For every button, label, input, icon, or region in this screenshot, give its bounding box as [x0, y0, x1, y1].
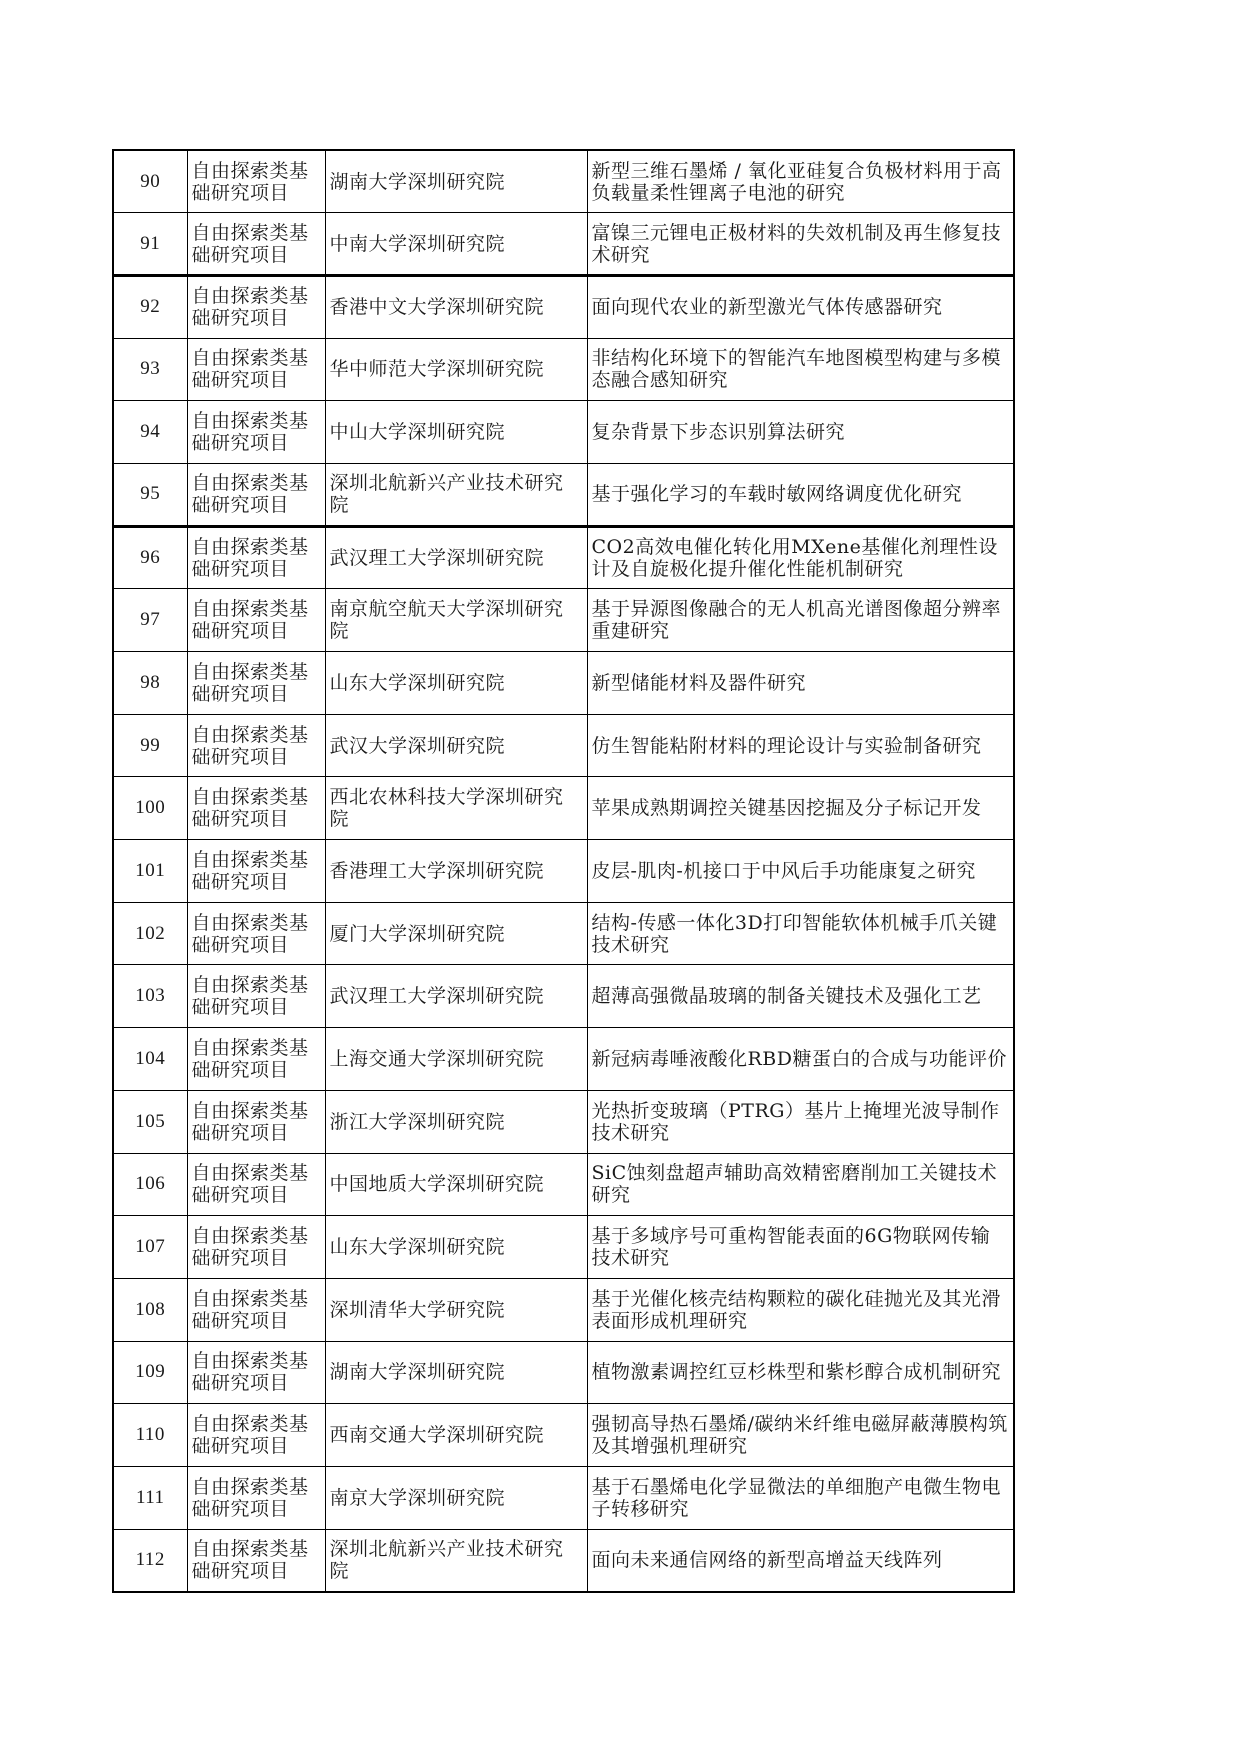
project-type-cell: 自由探索类基础研究项目 — [187, 1153, 325, 1216]
table-row — [113, 652, 1014, 715]
row-number-cell: 106 — [113, 1153, 187, 1216]
project-title-cell: 基于石墨烯电化学显微法的单细胞产电微生物电子转移研究 — [587, 1466, 1014, 1529]
table-row — [113, 213, 1014, 276]
project-title-cell: 新冠病毒唾液酸化RBD糖蛋白的合成与功能评价 — [587, 1028, 1014, 1091]
row-number-cell: 102 — [113, 902, 187, 965]
project-type-cell: 自由探索类基础研究项目 — [187, 463, 325, 526]
project-type-cell: 自由探索类基础研究项目 — [187, 902, 325, 965]
institution-cell: 香港理工大学深圳研究院 — [325, 840, 587, 903]
institution-cell: 深圳北航新兴产业技术研究院 — [325, 1529, 587, 1592]
project-title-cell: 面向未来通信网络的新型高增益天线阵列 — [587, 1529, 1014, 1592]
institution-cell: 西南交通大学深圳研究院 — [325, 1404, 587, 1467]
project-type-cell: 自由探索类基础研究项目 — [187, 150, 325, 213]
project-title-cell: 植物激素调控红豆杉株型和紫杉醇合成机制研究 — [587, 1341, 1014, 1404]
row-number-cell: 101 — [113, 840, 187, 903]
project-title-cell: 新型储能材料及器件研究 — [587, 652, 1014, 715]
project-type-cell: 自由探索类基础研究项目 — [187, 1090, 325, 1153]
project-title-cell: 光热折变玻璃（PTRG）基片上掩埋光波导制作技术研究 — [587, 1090, 1014, 1153]
project-title-cell: 皮层-肌肉-机接口于中风后手功能康复之研究 — [587, 840, 1014, 903]
table-row — [113, 1216, 1014, 1279]
row-number-cell: 105 — [113, 1090, 187, 1153]
project-title-cell: 苹果成熟期调控关键基因挖掘及分子标记开发 — [587, 777, 1014, 840]
table-row — [113, 1278, 1014, 1341]
row-number-cell: 112 — [113, 1529, 187, 1592]
project-title-cell: 基于光催化核壳结构颗粒的碳化硅抛光及其光滑表面形成机理研究 — [587, 1278, 1014, 1341]
table-body — [113, 150, 1014, 1592]
table-row — [113, 840, 1014, 903]
project-type-cell: 自由探索类基础研究项目 — [187, 652, 325, 715]
project-type-cell: 自由探索类基础研究项目 — [187, 213, 325, 276]
table-row — [113, 1028, 1014, 1091]
table-row — [113, 777, 1014, 840]
row-number-cell: 104 — [113, 1028, 187, 1091]
table-row — [113, 1153, 1014, 1216]
project-type-cell: 自由探索类基础研究项目 — [187, 338, 325, 401]
project-type-cell: 自由探索类基础研究项目 — [187, 275, 325, 338]
institution-cell: 南京航空航天大学深圳研究院 — [325, 589, 587, 652]
row-number-cell: 95 — [113, 463, 187, 526]
project-type-cell: 自由探索类基础研究项目 — [187, 401, 325, 464]
table-row — [113, 589, 1014, 652]
project-title-cell: 基于强化学习的车载时敏网络调度优化研究 — [587, 463, 1014, 526]
project-type-cell: 自由探索类基础研究项目 — [187, 1216, 325, 1279]
row-number-cell: 98 — [113, 652, 187, 715]
project-title-cell: SiC蚀刻盘超声辅助高效精密磨削加工关键技术研究 — [587, 1153, 1014, 1216]
project-type-cell: 自由探索类基础研究项目 — [187, 965, 325, 1028]
row-number-cell: 99 — [113, 714, 187, 777]
table-row — [113, 1466, 1014, 1529]
project-title-cell: 基于多域序号可重构智能表面的6G物联网传输技术研究 — [587, 1216, 1014, 1279]
project-title-cell: 超薄高强微晶玻璃的制备关键技术及强化工艺 — [587, 965, 1014, 1028]
project-title-cell: 富镍三元锂电正极材料的失效机制及再生修复技术研究 — [587, 213, 1014, 276]
project-type-cell: 自由探索类基础研究项目 — [187, 714, 325, 777]
row-number-cell: 107 — [113, 1216, 187, 1279]
institution-cell: 厦门大学深圳研究院 — [325, 902, 587, 965]
institution-cell: 湖南大学深圳研究院 — [325, 1341, 587, 1404]
table-row — [113, 1404, 1014, 1467]
project-title-cell: 非结构化环境下的智能汽车地图模型构建与多模态融合感知研究 — [587, 338, 1014, 401]
table-row — [113, 1341, 1014, 1404]
project-type-cell: 自由探索类基础研究项目 — [187, 589, 325, 652]
row-number-cell: 93 — [113, 338, 187, 401]
project-type-cell: 自由探索类基础研究项目 — [187, 1341, 325, 1404]
project-type-cell: 自由探索类基础研究项目 — [187, 526, 325, 589]
row-number-cell: 109 — [113, 1341, 187, 1404]
row-number-cell: 110 — [113, 1404, 187, 1467]
institution-cell: 武汉大学深圳研究院 — [325, 714, 587, 777]
project-title-cell: 新型三维石墨烯 / 氧化亚硅复合负极材料用于高负载量柔性锂离子电池的研究 — [587, 150, 1014, 213]
project-title-cell: 仿生智能粘附材料的理论设计与实验制备研究 — [587, 714, 1014, 777]
institution-cell: 山东大学深圳研究院 — [325, 652, 587, 715]
row-number-cell: 96 — [113, 526, 187, 589]
institution-cell: 南京大学深圳研究院 — [325, 1466, 587, 1529]
project-title-cell: CO2高效电催化转化用MXene基催化剂理性设计及自旋极化提升催化性能机制研究 — [587, 526, 1014, 589]
table-row — [113, 150, 1014, 213]
project-title-cell: 结构-传感一体化3D打印智能软体机械手爪关键技术研究 — [587, 902, 1014, 965]
institution-cell: 武汉理工大学深圳研究院 — [325, 526, 587, 589]
institution-cell: 深圳清华大学研究院 — [325, 1278, 587, 1341]
row-number-cell: 92 — [113, 275, 187, 338]
institution-cell: 深圳北航新兴产业技术研究院 — [325, 463, 587, 526]
institution-cell: 西北农林科技大学深圳研究院 — [325, 777, 587, 840]
table-row — [113, 965, 1014, 1028]
table-row — [113, 1090, 1014, 1153]
project-type-cell: 自由探索类基础研究项目 — [187, 777, 325, 840]
institution-cell: 中山大学深圳研究院 — [325, 401, 587, 464]
table-row — [113, 338, 1014, 401]
project-type-cell: 自由探索类基础研究项目 — [187, 1028, 325, 1091]
project-title-cell: 强韧高导热石墨烯/碳纳米纤维电磁屏蔽薄膜构筑及其增强机理研究 — [587, 1404, 1014, 1467]
document-page — [112, 149, 1013, 1593]
institution-cell: 中国地质大学深圳研究院 — [325, 1153, 587, 1216]
table-row — [113, 902, 1014, 965]
table-row — [113, 1529, 1014, 1592]
row-number-cell: 100 — [113, 777, 187, 840]
table-row — [113, 463, 1014, 526]
institution-cell: 中南大学深圳研究院 — [325, 213, 587, 276]
row-number-cell: 108 — [113, 1278, 187, 1341]
project-type-cell: 自由探索类基础研究项目 — [187, 1404, 325, 1467]
table-row — [113, 714, 1014, 777]
institution-cell: 武汉理工大学深圳研究院 — [325, 965, 587, 1028]
project-type-cell: 自由探索类基础研究项目 — [187, 840, 325, 903]
row-number-cell: 97 — [113, 589, 187, 652]
project-type-cell: 自由探索类基础研究项目 — [187, 1529, 325, 1592]
table-row — [113, 275, 1014, 338]
row-number-cell: 94 — [113, 401, 187, 464]
row-number-cell: 103 — [113, 965, 187, 1028]
project-list-table — [112, 149, 1015, 1593]
row-number-cell: 91 — [113, 213, 187, 276]
institution-cell: 湖南大学深圳研究院 — [325, 150, 587, 213]
project-type-cell: 自由探索类基础研究项目 — [187, 1466, 325, 1529]
institution-cell: 山东大学深圳研究院 — [325, 1216, 587, 1279]
project-type-cell: 自由探索类基础研究项目 — [187, 1278, 325, 1341]
institution-cell: 上海交通大学深圳研究院 — [325, 1028, 587, 1091]
row-number-cell: 111 — [113, 1466, 187, 1529]
project-title-cell: 基于异源图像融合的无人机高光谱图像超分辨率重建研究 — [587, 589, 1014, 652]
institution-cell: 香港中文大学深圳研究院 — [325, 275, 587, 338]
institution-cell: 浙江大学深圳研究院 — [325, 1090, 587, 1153]
project-title-cell: 复杂背景下步态识别算法研究 — [587, 401, 1014, 464]
table-row — [113, 526, 1014, 589]
row-number-cell: 90 — [113, 150, 187, 213]
table-row — [113, 401, 1014, 464]
project-title-cell: 面向现代农业的新型激光气体传感器研究 — [587, 275, 1014, 338]
institution-cell: 华中师范大学深圳研究院 — [325, 338, 587, 401]
